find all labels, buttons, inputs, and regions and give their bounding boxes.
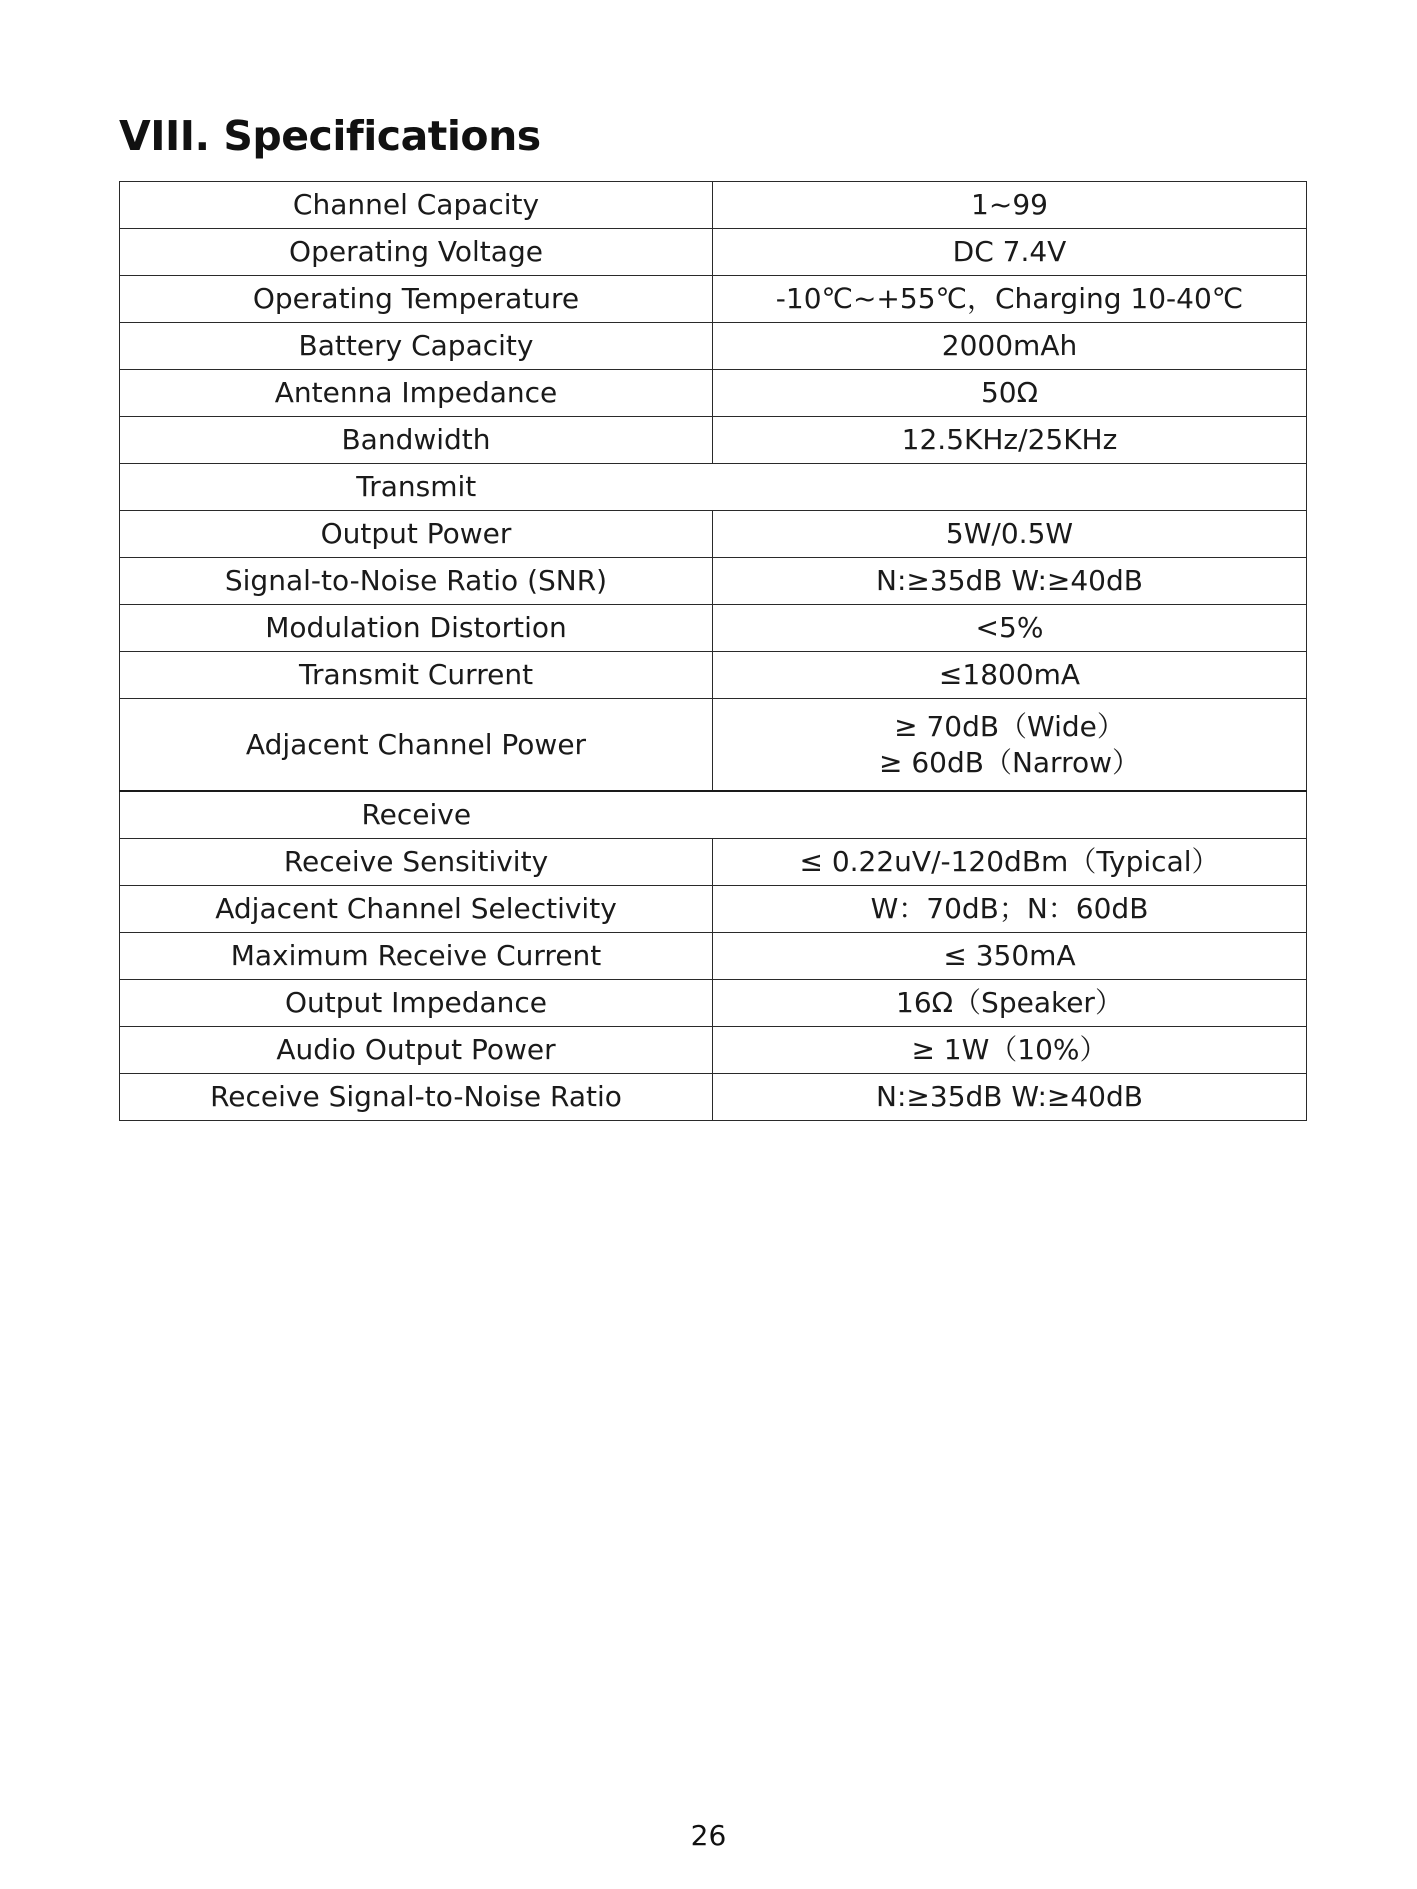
- spec-label: Battery Capacity: [120, 323, 713, 370]
- spec-label: Antenna Impedance: [120, 370, 713, 417]
- table-row: [120, 417, 1307, 464]
- section-heading: Transmit: [120, 464, 713, 511]
- page-number: 26: [690, 1819, 727, 1852]
- spec-value-line: ≥ 70dB（Wide）: [894, 709, 1125, 743]
- page-title: VIII. Specifications: [119, 112, 541, 160]
- spec-value: ≤1800mA: [713, 652, 1307, 699]
- table-row: [120, 370, 1307, 417]
- spec-value: [713, 699, 1307, 792]
- spec-value: DC 7.4V: [713, 229, 1307, 276]
- spec-label: Bandwidth: [120, 417, 713, 464]
- spec-value: W：70dB；N：60dB: [713, 886, 1307, 933]
- table-row: [120, 229, 1307, 276]
- spec-label: Operating Voltage: [120, 229, 713, 276]
- spec-label: Modulation Distortion: [120, 605, 713, 652]
- spec-value: 12.5KHz/25KHz: [713, 417, 1307, 464]
- table-row: [120, 182, 1307, 229]
- spec-label: Transmit Current: [120, 652, 713, 699]
- table-row: [120, 323, 1307, 370]
- spec-value: N:≥35dB W:≥40dB: [713, 558, 1307, 605]
- table-row: [120, 699, 1307, 792]
- section-header-transmit: [120, 464, 1307, 511]
- spec-value: -10℃~+55℃，Charging 10-40℃: [713, 276, 1307, 323]
- section-heading-spacer: [713, 464, 1307, 511]
- spec-label: Audio Output Power: [120, 1027, 713, 1074]
- spec-value: 1~99: [713, 182, 1307, 229]
- table-row: [120, 652, 1307, 699]
- spec-label: Maximum Receive Current: [120, 933, 713, 980]
- spec-value: ≤ 350mA: [713, 933, 1307, 980]
- table-row: [120, 886, 1307, 933]
- spec-value: <5%: [713, 605, 1307, 652]
- specifications-table: [119, 181, 1307, 1121]
- spec-value: 16Ω（Speaker）: [713, 980, 1307, 1027]
- section-heading: Receive: [120, 791, 713, 839]
- spec-value: 50Ω: [713, 370, 1307, 417]
- spec-value: 5W/0.5W: [713, 511, 1307, 558]
- spec-value-line: ≥ 60dB（Narrow）: [878, 745, 1141, 779]
- spec-label: Output Power: [120, 511, 713, 558]
- table-row: [120, 1027, 1307, 1074]
- spec-label: Output Impedance: [120, 980, 713, 1027]
- table-row: [120, 933, 1307, 980]
- spec-value: ≥ 1W（10%）: [713, 1027, 1307, 1074]
- spec-value: 2000mAh: [713, 323, 1307, 370]
- table-row: [120, 605, 1307, 652]
- spec-label: Operating Temperature: [120, 276, 713, 323]
- spec-label: Channel Capacity: [120, 182, 713, 229]
- table-row: [120, 1074, 1307, 1121]
- spec-value: ≤ 0.22uV/-120dBm（Typical）: [713, 839, 1307, 886]
- section-heading-spacer: [713, 791, 1307, 839]
- table-row: [120, 511, 1307, 558]
- table-row: [120, 558, 1307, 605]
- spec-label: Adjacent Channel Power: [120, 699, 713, 792]
- section-header-receive: [120, 791, 1307, 839]
- spec-label: Signal-to-Noise Ratio (SNR): [120, 558, 713, 605]
- table-row: [120, 839, 1307, 886]
- spec-label: Adjacent Channel Selectivity: [120, 886, 713, 933]
- spec-value: N:≥35dB W:≥40dB: [713, 1074, 1307, 1121]
- spec-label: Receive Signal-to-Noise Ratio: [120, 1074, 713, 1121]
- spec-label: Receive Sensitivity: [120, 839, 713, 886]
- table-row: [120, 980, 1307, 1027]
- table-row: [120, 276, 1307, 323]
